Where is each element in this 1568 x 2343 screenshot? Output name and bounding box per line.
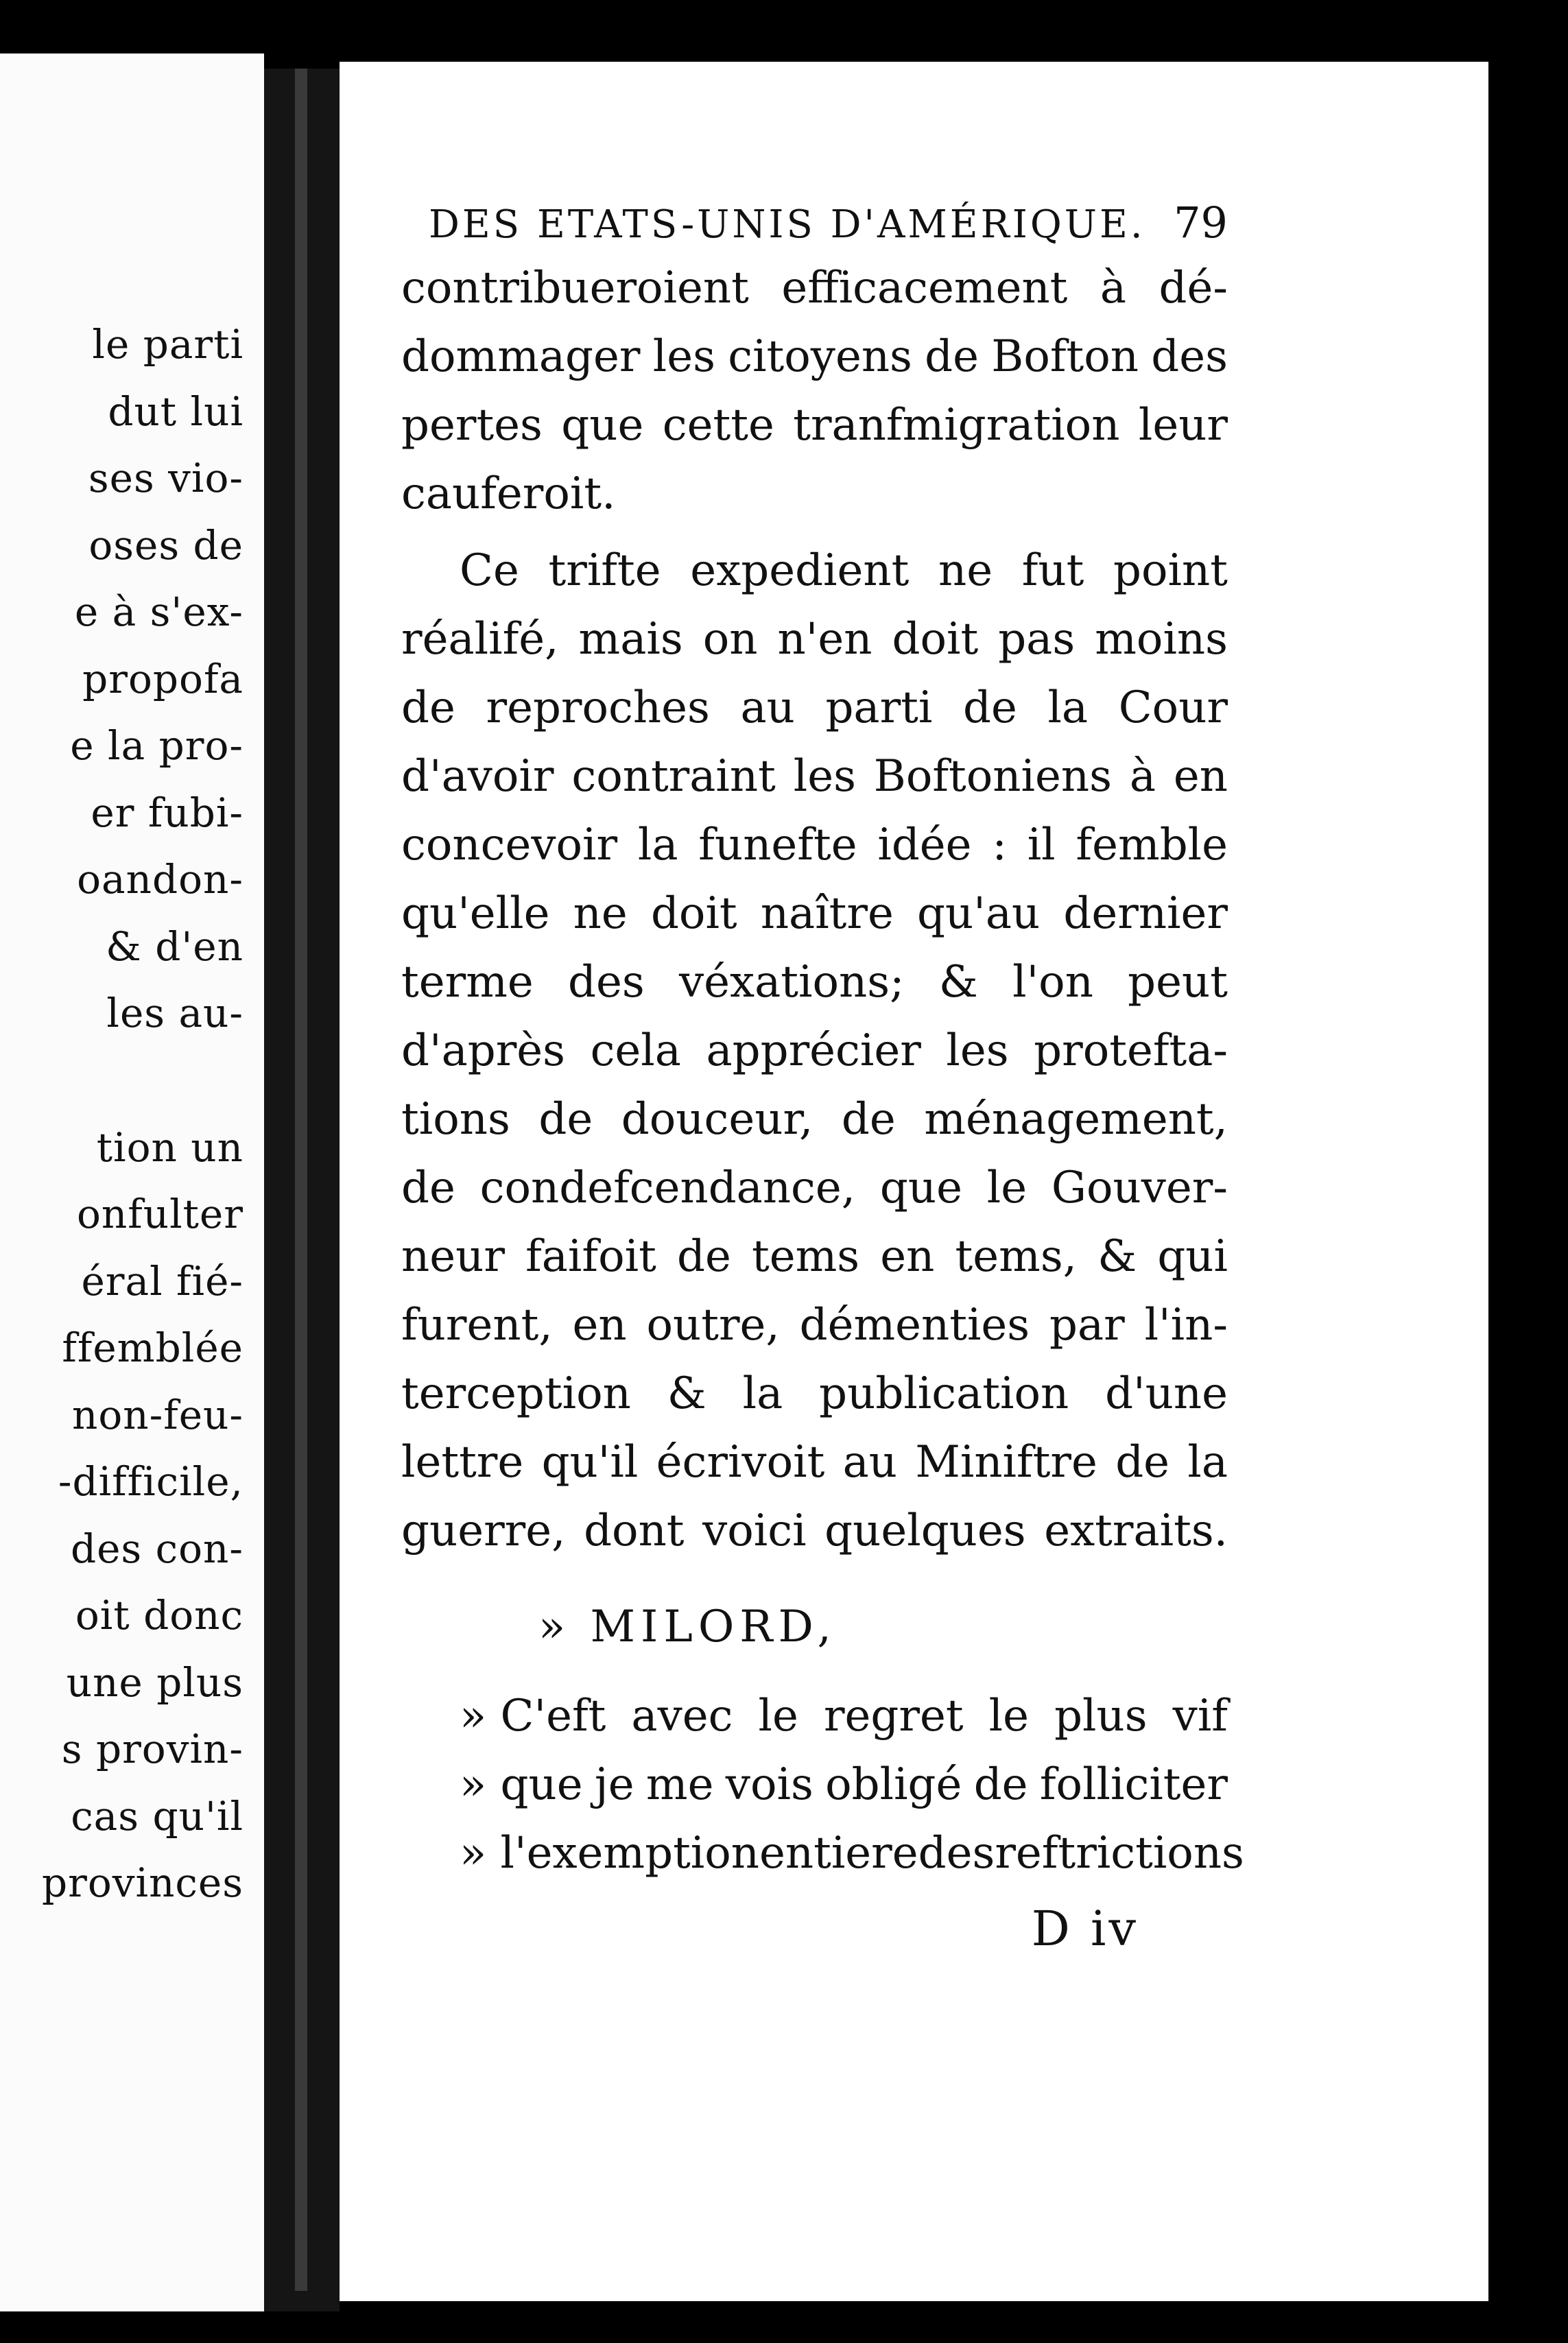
left-page-line: e à s'ex- — [74, 588, 243, 635]
word: ne — [938, 545, 993, 596]
text-line — [401, 254, 1228, 322]
word: tranfmigration — [793, 400, 1120, 451]
word: démenties — [799, 1300, 1030, 1351]
word: naître — [760, 888, 894, 939]
word: idée — [877, 820, 972, 870]
text-line — [401, 1016, 1228, 1085]
word: & — [1097, 1231, 1137, 1282]
text-line — [401, 391, 1228, 460]
word: me — [645, 1759, 714, 1810]
word: qu'au — [917, 888, 1041, 939]
word: outre, — [646, 1300, 780, 1351]
word: de — [401, 1163, 455, 1213]
text-line — [401, 1222, 1228, 1291]
left-page-line: les au- — [106, 990, 243, 1036]
left-page-line: -difficile, — [58, 1458, 243, 1505]
word: dernier — [1063, 888, 1228, 939]
word: doit — [892, 614, 979, 665]
word: au — [842, 1437, 897, 1488]
word: Ce — [460, 545, 519, 596]
text-line — [401, 460, 1228, 528]
word: Boftoniens — [873, 751, 1112, 802]
word: de — [973, 1759, 1028, 1810]
text-line — [401, 1291, 1228, 1359]
word: dé- — [1159, 263, 1228, 313]
word: contribueroient — [401, 263, 749, 313]
left-page-line: provinces — [41, 1859, 243, 1906]
word: des — [918, 1828, 995, 1879]
word: douceur, — [621, 1094, 813, 1145]
word: à — [1100, 263, 1127, 313]
left-page-line: propofa — [82, 655, 243, 702]
text-line — [401, 1497, 1228, 1565]
word: furent, — [401, 1300, 553, 1351]
word: de — [676, 1231, 731, 1282]
letter-body — [401, 1682, 1244, 1888]
word: de — [538, 1094, 593, 1145]
word: Miniftre — [915, 1437, 1097, 1488]
text-line — [401, 605, 1228, 674]
word: neur — [401, 1231, 505, 1282]
left-page-line: & d'en — [106, 923, 243, 970]
gutter-shadow — [295, 69, 307, 2291]
word: fut — [1021, 545, 1084, 596]
word: qui — [1157, 1231, 1228, 1282]
word: je — [594, 1759, 634, 1810]
text-line — [401, 948, 1228, 1016]
word: citoyens — [728, 331, 912, 382]
letter-salutation: » MILORD, — [538, 1602, 837, 1652]
word: entiere — [759, 1828, 918, 1879]
word: qu'il — [541, 1437, 639, 1488]
word: cette — [662, 400, 774, 451]
signature-mark: D iv — [1031, 1901, 1139, 1957]
word: : — [992, 820, 1007, 870]
word: l'in- — [1144, 1300, 1228, 1351]
word: on — [702, 614, 758, 665]
word: de — [1115, 1437, 1170, 1488]
word: réalifé, — [401, 614, 559, 665]
left-page-line: oses de — [88, 521, 243, 569]
left-page-line: oandon- — [77, 856, 243, 903]
left-page-line: tion un — [96, 1123, 243, 1171]
word: Gouver- — [1051, 1163, 1228, 1213]
word: le — [758, 1691, 798, 1741]
word: les — [793, 751, 856, 802]
left-page-line: le parti — [92, 321, 243, 368]
word: de — [841, 1094, 896, 1145]
word: que — [561, 400, 644, 451]
word: faifoit — [525, 1231, 656, 1282]
word: voici — [702, 1506, 807, 1556]
text-line — [401, 322, 1228, 391]
word: de — [962, 682, 1017, 733]
word: en — [880, 1231, 935, 1282]
paragraph-1 — [401, 254, 1228, 528]
word: au — [740, 682, 795, 733]
word: l'on — [1012, 957, 1093, 1008]
word: le — [988, 1691, 1029, 1741]
text-line — [401, 674, 1228, 742]
word: moins — [1095, 614, 1228, 665]
left-page-line: ffemblée — [62, 1324, 243, 1371]
word: terme — [401, 957, 534, 1008]
word: mais — [578, 614, 683, 665]
word: condefcendance, — [479, 1163, 856, 1213]
word: quelques — [824, 1506, 1026, 1556]
text-line — [401, 1819, 1244, 1888]
word: reproches — [486, 682, 710, 733]
word: expedient — [690, 545, 910, 596]
left-page-text — [42, 311, 243, 1917]
word: tems, — [955, 1231, 1078, 1282]
word: par — [1049, 1300, 1125, 1351]
word: tems — [751, 1231, 860, 1282]
word: la — [742, 1368, 783, 1419]
text-line — [401, 536, 1228, 605]
page-number: 79 — [1174, 198, 1228, 248]
word: en — [572, 1300, 627, 1351]
text-line — [401, 1428, 1228, 1497]
word: vois — [725, 1759, 813, 1810]
word: apprécier — [706, 1025, 921, 1076]
word: obligé — [825, 1759, 962, 1810]
left-page-line: cas qu'il — [71, 1792, 243, 1840]
word: des — [568, 957, 645, 1008]
word: pertes — [401, 400, 543, 451]
text-line — [401, 811, 1228, 879]
word: de — [925, 331, 979, 382]
word: femble — [1076, 820, 1228, 870]
word: trifte — [548, 545, 661, 596]
word: ne — [573, 888, 628, 939]
word: dont — [584, 1506, 685, 1556]
word: le — [986, 1163, 1027, 1213]
word: terception — [401, 1368, 631, 1419]
left-facing-page — [0, 53, 264, 2311]
word: la — [1187, 1437, 1228, 1488]
paragraph-2 — [401, 536, 1228, 1565]
left-page-line: s provin- — [61, 1726, 243, 1772]
word: publication — [819, 1368, 1069, 1419]
word: la — [637, 820, 678, 870]
word: cela — [590, 1025, 681, 1076]
word: d'avoir — [401, 751, 554, 802]
word: & — [667, 1368, 706, 1419]
running-header — [429, 192, 1228, 254]
text-line — [401, 879, 1228, 948]
word: » que — [460, 1759, 583, 1810]
word: guerre, — [401, 1506, 566, 1556]
word: plus — [1054, 1691, 1148, 1741]
word: en — [1173, 751, 1228, 802]
word: extraits. — [1044, 1506, 1228, 1556]
word: la — [1047, 682, 1089, 733]
word: que — [879, 1163, 962, 1213]
word: reftrictions — [995, 1828, 1244, 1879]
left-page-line: e la pro- — [70, 722, 243, 769]
word: Cour — [1118, 682, 1228, 733]
page-text-block — [401, 192, 1244, 1970]
left-page-line: non-feu- — [72, 1391, 243, 1438]
word: d'une — [1105, 1368, 1228, 1419]
word: véxations; — [678, 957, 905, 1008]
text-line — [401, 1359, 1228, 1428]
word: folliciter — [1039, 1759, 1228, 1810]
word: des — [1151, 331, 1228, 382]
word: peut — [1128, 957, 1228, 1008]
word: les — [946, 1025, 1009, 1076]
text-line — [401, 1750, 1228, 1819]
word: concevoir — [401, 820, 618, 870]
word: & — [938, 957, 978, 1008]
word: tions — [401, 1094, 510, 1145]
word: dommager — [401, 331, 641, 382]
word: écrivoit — [656, 1437, 825, 1488]
word: Bofton — [991, 331, 1139, 382]
word: leur — [1138, 400, 1228, 451]
left-page-line: oit donc — [75, 1592, 243, 1639]
word: protefta- — [1034, 1025, 1228, 1076]
word: parti — [825, 682, 933, 733]
word: ménagement, — [924, 1094, 1228, 1145]
left-page-line: er fubi- — [91, 789, 243, 836]
text-line — [401, 742, 1228, 811]
word: contraint — [571, 751, 776, 802]
left-page-line: onfulter — [76, 1191, 243, 1237]
word: vif — [1172, 1691, 1228, 1741]
word: avec — [631, 1691, 733, 1741]
word: efficacement — [781, 263, 1068, 313]
text-line — [401, 1085, 1228, 1154]
word: » C'eft — [460, 1691, 606, 1741]
word: d'après — [401, 1025, 565, 1076]
left-page-line: dut lui — [108, 388, 243, 435]
left-page-line: ses vio- — [88, 455, 243, 501]
word: regret — [823, 1691, 964, 1741]
word: » l'exemption — [460, 1828, 759, 1879]
word: point — [1113, 545, 1228, 596]
word: cauferoit. — [401, 468, 616, 519]
text-line — [401, 1154, 1228, 1222]
header-title: DES ETATS-UNIS D'AMÉRIQUE. — [429, 202, 1145, 247]
word: doit — [650, 888, 737, 939]
text-line — [401, 1682, 1228, 1750]
word: il — [1027, 820, 1056, 870]
left-page-line: des con- — [70, 1525, 243, 1572]
left-page-line — [42, 1047, 243, 1115]
word: pas — [998, 614, 1076, 665]
word: les — [652, 331, 715, 382]
word: à — [1129, 751, 1156, 802]
left-page-line: une plus — [66, 1658, 243, 1706]
left-page-line: éral fié- — [81, 1257, 243, 1305]
word: de — [401, 682, 455, 733]
word: lettre — [401, 1437, 524, 1488]
word: n'en — [777, 614, 872, 665]
word: qu'elle — [401, 888, 550, 939]
word: funefte — [698, 820, 857, 870]
